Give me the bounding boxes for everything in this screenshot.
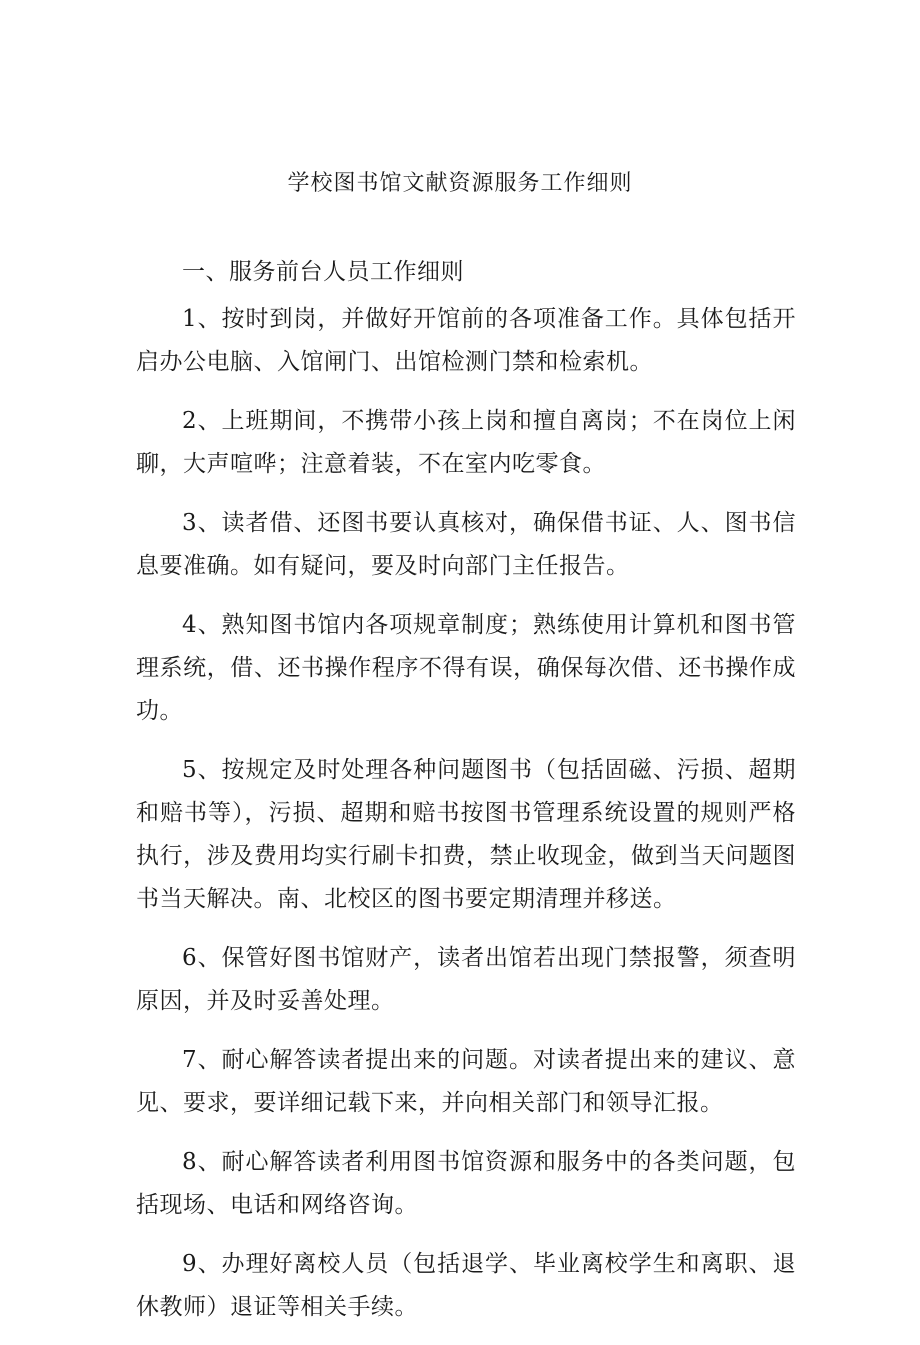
rule-item-8: 8、耐心解答读者利用图书馆资源和服务中的各类问题，包括现场、电话和网络咨询。	[136, 1149, 796, 1218]
rule-item-2: 2、上班期间，不携带小孩上岗和擅自离岗；不在岗位上闲聊，大声喧哗；注意着装，不在室内吃零食。	[136, 408, 796, 477]
rule-item-1: 1、按时到岗，并做好开馆前的各项准备工作。具体包括开启办公电脑、入馆闸门、出馆检测门禁和检索机。	[136, 306, 796, 375]
document-body	[136, 251, 796, 1345]
rule-item-3: 3、读者借、还图书要认真核对，确保借书证、人、图书信息要准确。如有疑问，要及时向部门主任报告。	[136, 510, 796, 579]
rule-item-5: 5、按规定及时处理各种问题图书（包括固磁、污损、超期和赔书等），污损、超期和赔书按图书管理系统设置的规则严格执行，涉及费用均实行刷卡扣费，禁止收现金，做到当天问题图书当天解决。南、北校区的图书要定期清理并移送。	[136, 757, 796, 912]
rule-item-9: 9、办理好离校人员（包括退学、毕业离校学生和离职、退休教师）退证等相关手续。	[136, 1251, 796, 1320]
document-title: 学校图书馆文献资源服务工作细则	[287, 171, 633, 196]
rule-item-7: 7、耐心解答读者提出来的问题。对读者提出来的建议、意见、要求，要详细记载下来，并向相关部门和领导汇报。	[136, 1047, 796, 1116]
rule-item-4: 4、熟知图书馆内各项规章制度；熟练使用计算机和图书管理系统，借、还书操作程序不得有误，确保每次借、还书操作成功。	[136, 612, 796, 724]
section-heading: 一、服务前台人员工作细则	[182, 259, 464, 285]
rule-item-6: 6、保管好图书馆财产，读者出馆若出现门禁报警，须查明原因，并及时妥善处理。	[136, 945, 796, 1014]
